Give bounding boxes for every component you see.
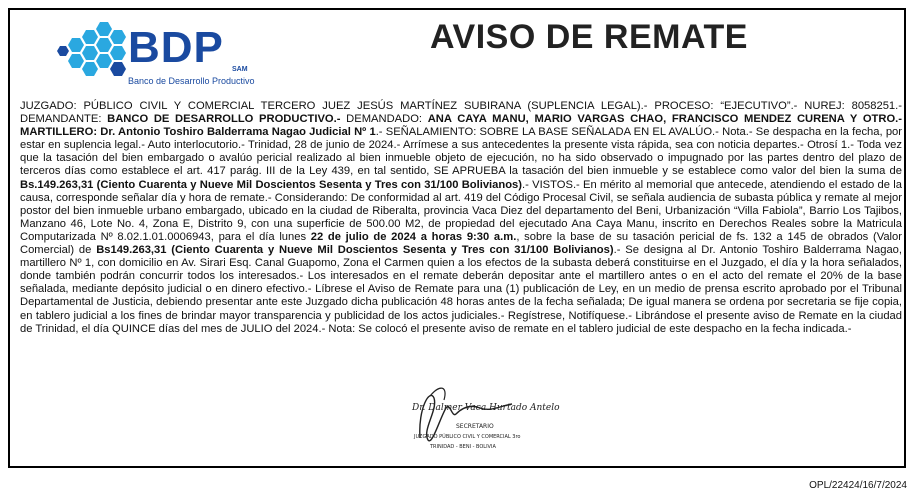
logo-brand: BDP [128,23,224,72]
notice-text: .- VISTOS.- En mérito al memorial que antecede, atendiendo el estado de la causa, corresponde señalar día y hora de remate.- Considerando: De conformidad al art. 419 del Código Procesal Civil, se señala audiencia de subasta pública y remate al mejor postor del bien inmueble urbano embargado, ubicado en la ciudad de Riberalta, provincia Vaca Diez del departamento del Beni, Urbanización “Villa Fabiola”, Barrio Los Tajibos, Manzano 46, Lote No. 4, Zona E, Distrito 9, con una superficie de 500.00 M2, de propiedad del ejecutado Ana Caya Manu, inscrito en Derechos Reales sobre la Matricula Computarizada Nº 8.02.1.01.0006943, para el día lunes [20,178,902,243]
publication-code: OPL/22424/16/7/2024 [809,480,907,491]
hexagon-cluster-icon [60,18,130,82]
notice-text: .- Se designa al Dr. Antonio Toshiro Balderrama Nagao, martillero Nº 1, con domicilio en Av. Sirari Esq. Canal Guapomo, Zona el Carmen quien a los efectos de la subasta deberá constituirse en el Juzgado, el día y la hora señalados, donde también podrán concurrir todos los interesados.- Los interesados en el remate deberán depositar ante el martillero antes o en el acto del remate el 20% de la base señalada, mediante depósito judicial o en dinero efectivo.- Líbrese el Aviso de Remate para una (1) publicación de Ley, en un medio de prensa escrito aprobado por el Tribunal Departamental de Justicia, debiendo presentar ante este Juzgado dicha publicación 48 horas antes de la fecha señalada; De igual manera se ordena por secretaria se fije copia, en tablero judicial a los fines de brindar mayor transparencia y publicidad de los actos judiciales.- Regístrese, Notifíquese.- Librándose el presente aviso de Remate en la ciudad de Trinidad, el día QUINCE días del mes de JULIO del 2024.- Nota: Se colocó el presente aviso de remate en el tablero judicial de este despacho en la fecha indicada.- [20,244,902,335]
notice-bold: ANA CAYA MANU, MARIO VARGAS CHAO, FRANCISCO MENDEZ CURENA Y OTRO.- MARTILLERO: Dr. Antonio Toshiro Balderrama Nagao Judicial Nº 1 [20,113,902,139]
signature-court: JUZGADO PÚBLICO CIVIL Y COMERCIAL 3ro [414,434,521,440]
signature-place: TRINIDAD - BENI - BOLIVIA [430,444,496,450]
notice-bold: BANCO DE DESARROLLO PRODUCTIVO.- [107,113,341,126]
notice-text: JUZGADO: PÚBLICO CIVIL Y COMERCIAL TERCERO JUEZ JESÚS MARTÍNEZ SUBIRANA (SUPLENCIA LEGAL).- PROCESO: “EJECUTIVO”.- NUREJ: 8058251.- DEMANDANTE: [20,100,902,126]
notice-text: DEMANDADO: [340,113,428,126]
notice-text: , sobre la base de su tasación pericial de fs. 132 a 145 de obrados (Valor Comercial) de [20,230,902,257]
logo-subtitle: Banco de Desarrollo Productivo [128,76,255,86]
notice-bold: Bs149.263,31 (Ciento Cuarenta y Nueve Mil Doscientos Sesenta y Tres con 31/100 Bolivianos) [96,244,614,257]
signature-icon [400,378,560,464]
notice-title: AVISO DE REMATE [430,18,748,56]
notice-bold: 22 de julio de 2024 a horas 9:30 a.m. [310,230,517,243]
notice-text: .- SEÑALAMIENTO: SOBRE LA BASE SEÑALADA EN EL AVALÚO.- Nota.- Se despacha en la fecha, por estar en suplencia legal.- Auto interlocutorio.- Trinidad, 28 de junio de 2024.- Arrímese a sus antecedentes la presente vista rápida, sea con noticia departes.- Otrosí 1.- Toda vez que la tasación del bien embargado o avalúo pericial realizado al bien inmueble objeto de ejecución, no ha sido observado o impugnado por las partes dentro del plazo de terceros días como establece el art. 417 parág. III de la Ley 439, en tal sentido, SE APRUEBA la tasación del bien inmueble y se establece como valor del bien la suma de [20,126,902,178]
notice-bold: Bs.149.263,31 (Ciento Cuarenta y Nueve Mil Doscientos Sesenta y Tres con 31/100 Bolivianos) [20,178,522,191]
signature-stamp [400,378,560,464]
logo-suffix: SAM [232,66,248,73]
notice-body [20,100,902,336]
signature-name: Dr. Dalmer Vaca Hurtado Antelo [412,403,560,413]
signature-role: SECRETARIO [456,423,494,430]
